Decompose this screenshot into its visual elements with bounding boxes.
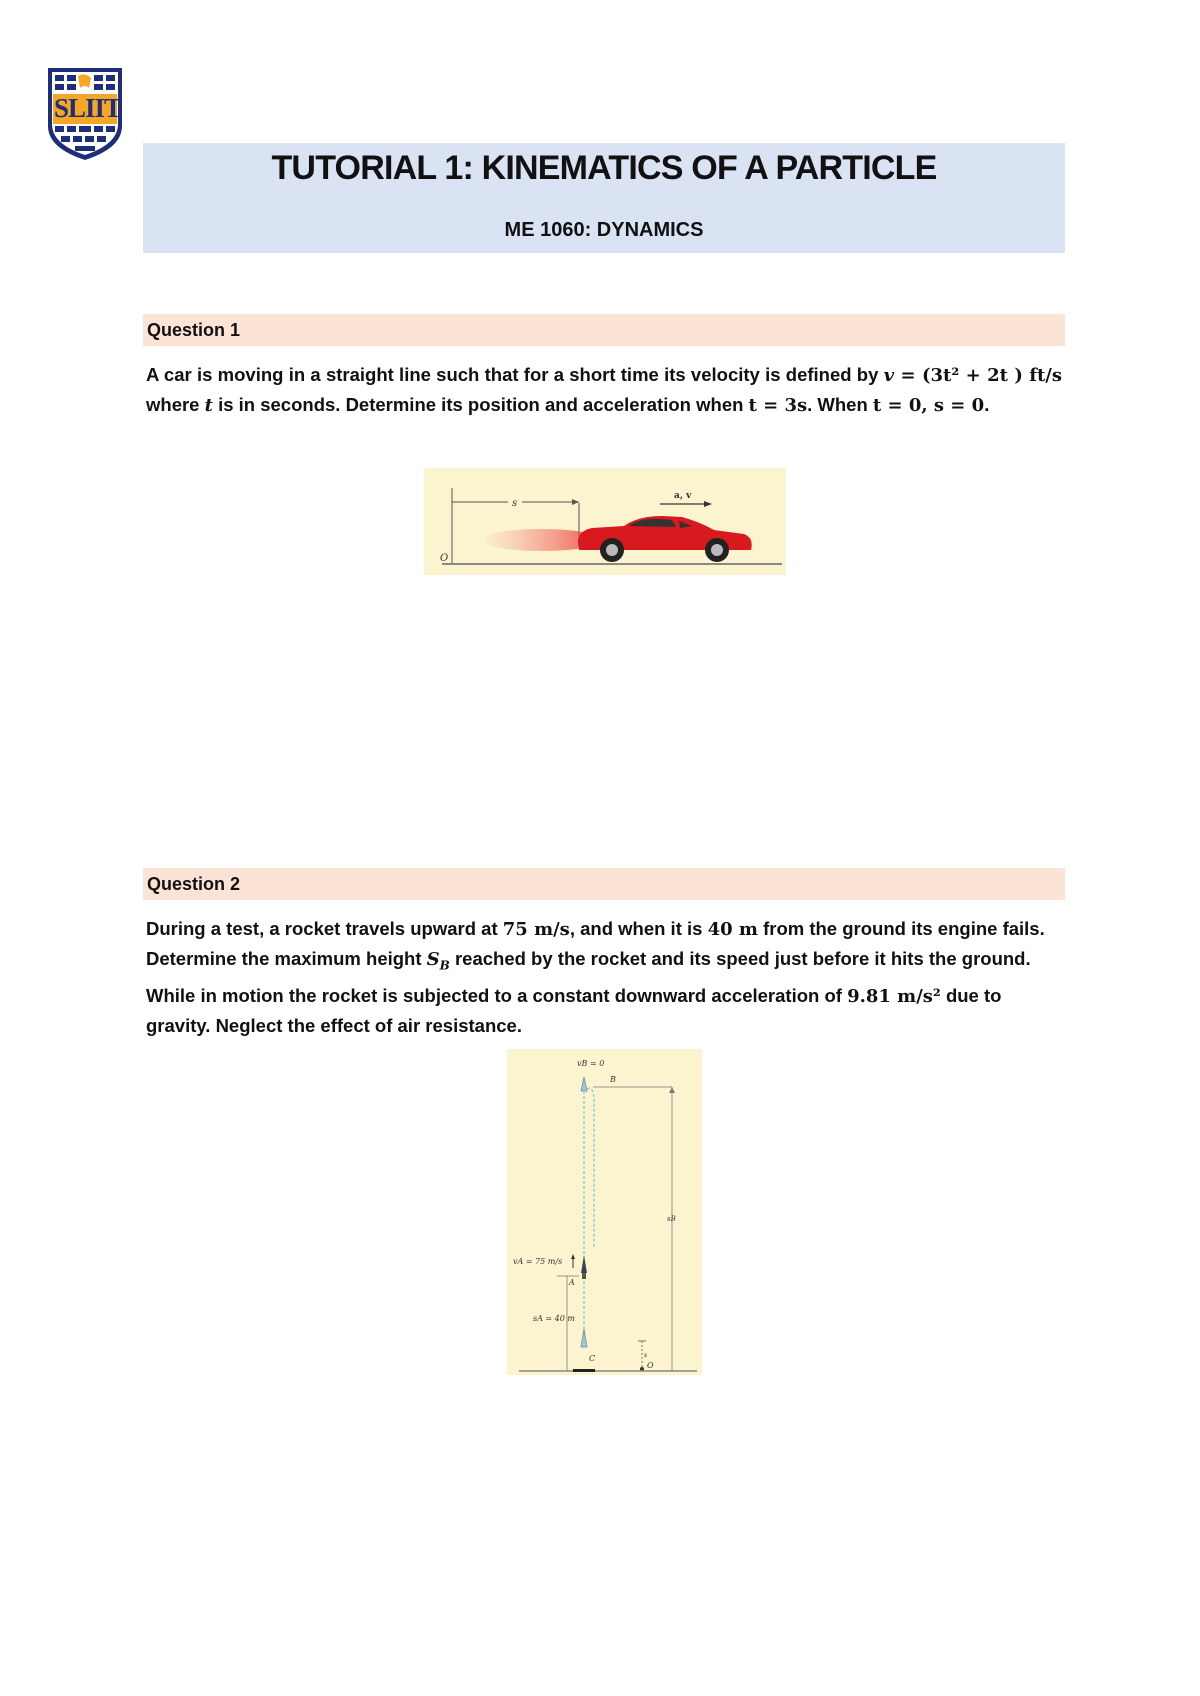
question-1-text [146,360,1062,420]
fig2-label-b: B [610,1075,616,1084]
fig2-label-sa: sA = 40 m [533,1314,575,1323]
q1-text-d: . When [807,394,873,415]
q1-math-t: t [204,395,213,416]
question-1-heading: Question 1 [143,314,1065,346]
rocket-figure [507,1049,702,1375]
q2-math-speed: 75 m/s [502,919,570,940]
course-subtitle: ME 1060: DYNAMICS [504,219,704,241]
q2-text-b: , and when it is [569,918,708,939]
sliit-logo [45,66,125,162]
logo-text: SLIIT [54,93,122,123]
q2-text-d: reached by the rocket and its speed just before it hits the ground. While in motion the rocket is subjected to a constant downward acceleration of [146,948,1031,1006]
fig1-label-o: O [440,553,449,564]
fig2-label-s: s [644,1352,648,1359]
car-figure [424,468,786,575]
title-banner [143,143,1065,253]
question-2-text [146,914,1062,1040]
q2-math-g: 9.81 m/s² [847,985,941,1007]
q2-text-e: due to gravity. Neglect the effect of air resistance. [146,984,1002,1036]
q2-text-a: During a test, a rocket travels upward at [146,918,503,939]
fig1-label-av: a, v [674,491,692,501]
q1-text-b: where [146,394,205,415]
q1-math-expr: (3t² + 2t ) ft/s [922,365,1062,386]
fig2-label-vb: vB = 0 [577,1059,605,1068]
q1-math-eq: = [894,365,922,386]
q2-math-height: 40 m [707,919,758,940]
fig2-label-va: vA = 75 m/s [513,1257,563,1266]
fig2-label-o: O [647,1361,654,1370]
q2-math-sb: S [426,949,440,970]
fig1-label-s: s [512,498,518,509]
q1-math-cond2: t = 0, s = 0 [872,395,985,416]
q1-text-c: is in seconds. Determine its position and acceleration when [212,394,749,415]
q1-text-e: . [984,394,990,415]
page-title: TUTORIAL 1: KINEMATICS OF A PARTICLE [271,149,937,187]
question-2-heading: Question 2 [143,868,1065,900]
fig2-label-c: C [589,1354,596,1363]
q1-math-v: v [883,365,895,386]
q1-text-a: A car is moving in a straight line such that for a short time its velocity is defined by [146,364,884,385]
q2-math-sb-sub: B [439,958,450,973]
fig2-label-sb: sB [667,1215,676,1223]
q2-text-c: from the ground its engine fails. Determine the maximum height [146,918,1045,969]
q1-math-cond1: t = 3s [748,395,808,416]
fig2-label-a: A [569,1278,575,1287]
